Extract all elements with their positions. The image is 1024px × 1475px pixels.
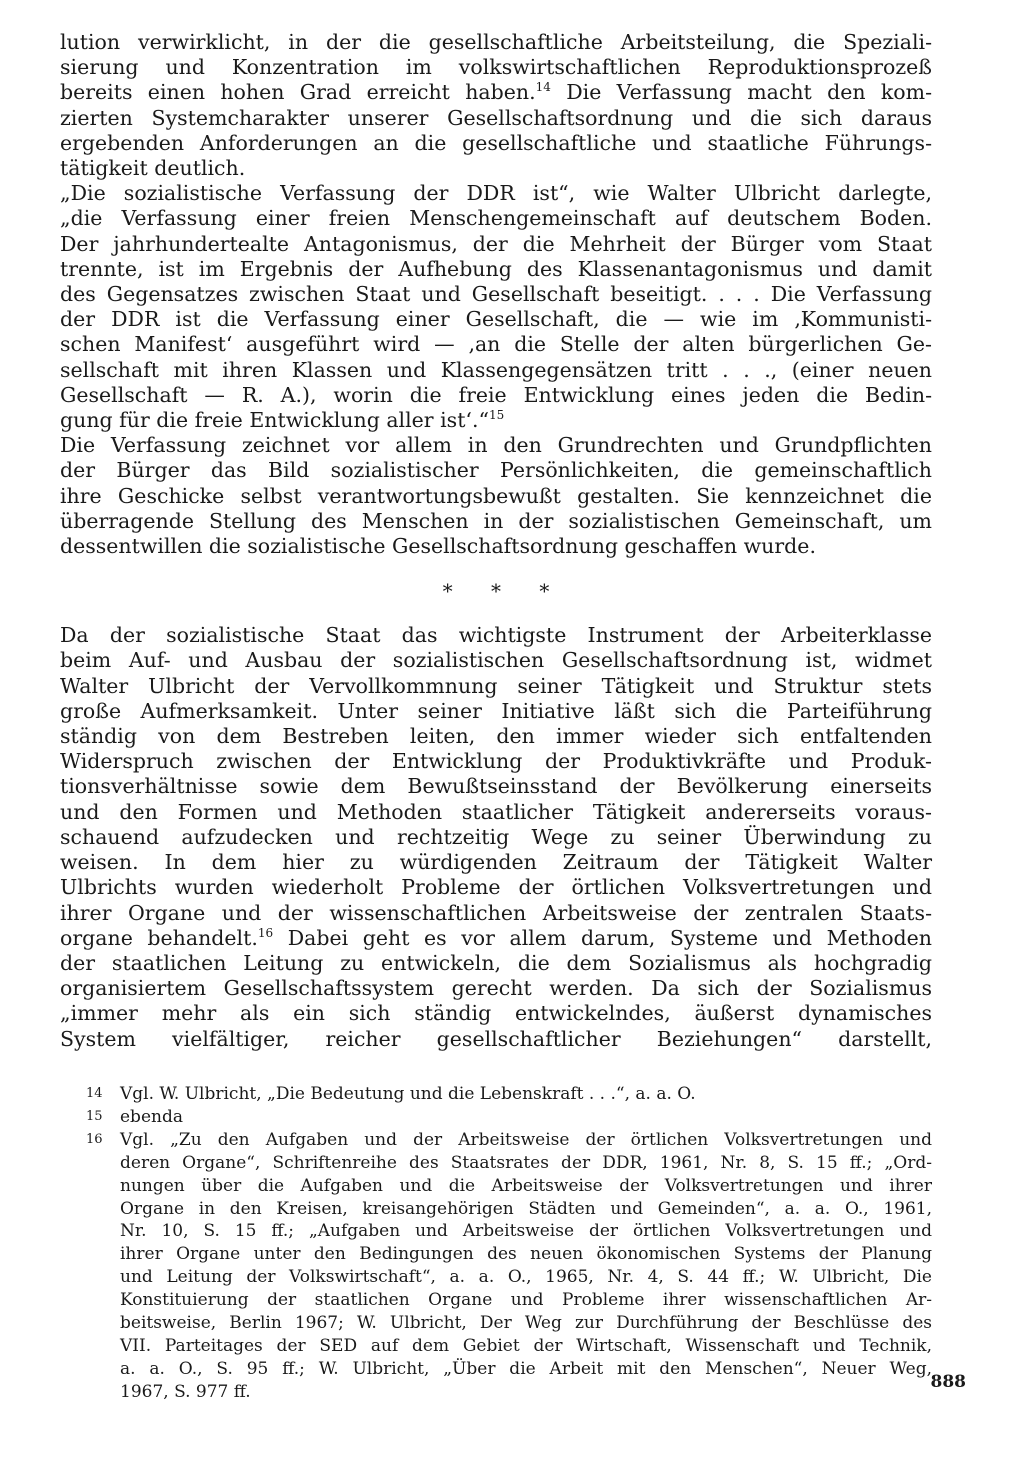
paragraph-3 [60, 433, 932, 559]
footnote-line: ihrer Organe unter den Bedingungen des neuen ökonomischen Systems der Planung [120, 1244, 932, 1265]
text-line: der staatlichen Leitung zu entwickeln, die dem Sozialismus als hochgradig [60, 950, 932, 975]
text-line: schen Manifest‘ ausgeführt wird — ‚an die Stelle der alten bürgerlichen Ge- [60, 332, 932, 357]
footnote-line: beitsweise, Berlin 1967; W. Ulbricht, Der Weg zur Durchführung der Beschlüsse des [120, 1313, 932, 1334]
text-line: „immer mehr als ein sich ständig entwickelndes, äußerst dynamisches [60, 1001, 932, 1026]
footnote-line: Konstituierung der staatlichen Organe und Probleme ihrer wissenschaftlichen Ar- [120, 1290, 932, 1311]
footnote-line: Organe in den Kreisen, kreisangehörigen Städten und Gemeinden“, a. a. O., 1961, [120, 1198, 932, 1219]
text-line: der Bürger das Bild sozialistischer Persönlichkeiten, die gemeinschaftlich [60, 458, 932, 483]
text-line: ergebenden Anforderungen an die gesellschaftliche und staatliche Führungs- [60, 130, 932, 155]
paragraph-4 [60, 623, 932, 1051]
footnote-line: nungen über die Aufgaben und die Arbeitsweise der Volksvertretungen und ihrer [120, 1175, 932, 1196]
text-line: Ulbrichts wurden wiederholt Probleme der örtlichen Volksvertretungen und [60, 875, 932, 900]
footnote-line: Vgl. W. Ulbricht, „Die Bedeutung und die Lebenskraft . . .“, a. a. O. [120, 1084, 696, 1104]
footnote-ref-16[interactable]: 16 [257, 925, 274, 940]
footnote-text [120, 1083, 932, 1106]
text-line: ihrer Organe und der wissenschaftlichen Arbeitsweise der zentralen Staats- [60, 900, 932, 925]
text-line: System vielfältiger, reicher gesellschaftlicher Beziehungen“ darstellt, [60, 1026, 932, 1051]
text-line [60, 408, 932, 433]
footnote-line: Nr. 10, S. 15 ff.; „Aufgaben und Arbeitsweise der örtlichen Volksvertretungen und [120, 1221, 932, 1242]
text-line: überragende Stellung des Menschen in der sozialistischen Gemeinschaft, um [60, 508, 932, 533]
footnote-number: 16 [86, 1131, 103, 1147]
text-line: schauend aufzudecken und rechtzeitig Wege zu seiner Überwindung zu [60, 824, 932, 849]
text-fragment: bereits einen hohen Grad erreicht haben. [60, 80, 536, 105]
footnote-line: 1967, S. 977 ff. [120, 1381, 251, 1402]
text-line: weisen. In dem hier zu würdigenden Zeitraum der Tätigkeit Walter [60, 850, 932, 875]
page-number: 888 [930, 1372, 966, 1392]
text-line: „Die sozialistische Verfassung der DDR ist“, wie Walter Ulbricht darlegte, [60, 181, 932, 206]
text-line: Walter Ulbricht der Vervollkommnung seiner Tätigkeit und Struktur stets [60, 673, 932, 698]
text-line: beim Auf- und Ausbau der sozialistischen Gesellschaftsordnung ist, widmet [60, 648, 932, 673]
footnote-16 [88, 1129, 932, 1404]
text-line: dessentwillen die sozialistische Gesellschaftsordnung geschaffen wurde. [60, 534, 816, 559]
text-line: Gesellschaft — R. A.), worin die freie Entwicklung eines jeden die Bedin- [60, 382, 932, 407]
text-fragment: organe behandelt. [60, 925, 258, 950]
text-line: ständig von dem Bestreben leiten, den immer wieder sich entfaltenden [60, 724, 932, 749]
footnote-line: deren Organe“, Schriftenreihe des Staatsrates der DDR, 1961, Nr. 8, S. 15 ff.; „Ord- [120, 1152, 932, 1173]
text-line: trennte, ist im Ergebnis der Aufhebung des Klassenantagonismus und damit [60, 256, 932, 281]
main-text [60, 30, 932, 1052]
footnote-line: und Leitung der Volkswirtschaft“, a. a. O., 1965, Nr. 4, S. 44 ff.; W. Ulbricht, Die [120, 1267, 932, 1288]
text-line: zierten Systemcharakter unserer Gesellschaftsordnung und die sich daraus [60, 105, 932, 130]
footnote-text [120, 1129, 932, 1404]
paragraph-2 [60, 181, 932, 433]
footnote-line: VII. Parteitages der SED auf dem Gebiet der Wirtschaft, Wissenschaft und Technik, [120, 1335, 932, 1356]
text-fragment: gung für die freie Entwicklung aller ist‘.“ [60, 408, 489, 433]
footnote-number: 15 [86, 1108, 103, 1124]
text-line: Da der sozialistische Staat das wichtigste Instrument der Arbeiterklasse [60, 623, 932, 648]
footnote-ref-15[interactable]: 15 [488, 408, 505, 423]
footnote-number: 14 [86, 1086, 103, 1101]
paragraph-1 [60, 30, 932, 181]
footnotes [88, 1083, 932, 1404]
footnote-line: a. a. O., S. 95 ff.; W. Ulbricht, „Über die Arbeit mit den Menschen“, Neuer Weg, [120, 1358, 932, 1379]
text-line: tionsverhältnisse sowie dem Bewußtseinsstand der Bevölkerung einerseits [60, 774, 932, 799]
text-line: große Aufmerksamkeit. Unter seiner Initiative läßt sich die Parteiführung [60, 698, 932, 723]
footnote-14 [88, 1083, 932, 1106]
text-line [60, 80, 932, 105]
section-separator: * * * [442, 579, 566, 604]
text-fragment: Die Verfassung macht den kom- [550, 80, 933, 105]
text-line [60, 926, 932, 951]
text-fragment: Dabei geht es vor allem darum, Systeme und Methoden [273, 925, 932, 950]
text-line: lution verwirklicht, in der die gesellschaftliche Arbeitsteilung, die Speziali- [60, 30, 932, 54]
footnote-15 [88, 1106, 932, 1129]
footnote-line: ebenda [120, 1106, 183, 1127]
text-line: des Gegensatzes zwischen Staat und Gesellschaft beseitigt. . . . Die Verfassung [60, 282, 932, 307]
text-line: sierung und Konzentration im volkswirtschaftlichen Reproduktionsprozeß [60, 55, 932, 80]
footnote-text [120, 1106, 932, 1129]
text-line: Widerspruch zwischen der Entwicklung der Produktivkräfte und Produk- [60, 749, 932, 774]
text-line: sellschaft mit ihren Klassen und Klassengegensätzen tritt . . ., (einer neuen [60, 357, 932, 382]
text-line: tätigkeit deutlich. [60, 156, 246, 181]
text-line: Die Verfassung zeichnet vor allem in den Grundrechten und Grundpflichten [60, 433, 932, 458]
footnote-line: Vgl. „Zu den Aufgaben und der Arbeitsweise der örtlichen Volksvertretungen und [120, 1129, 932, 1150]
text-line: und den Formen und Methoden staatlicher Tätigkeit andererseits voraus- [60, 799, 932, 824]
text-line: organisiertem Gesellschaftssystem gerecht werden. Da sich der Sozialismus [60, 976, 932, 1001]
text-line: „die Verfassung einer freien Menschengemeinschaft auf deutschem Boden. [60, 206, 932, 231]
text-line: ihre Geschicke selbst verantwortungsbewußt gestalten. Sie kennzeichnet die [60, 483, 932, 508]
text-line: Der jahrhundertealte Antagonismus, der die Mehrheit der Bürger vom Staat [60, 231, 932, 256]
footnote-ref-14[interactable]: 14 [535, 80, 551, 95]
text-line: der DDR ist die Verfassung einer Gesellschaft, die — wie im ‚Kommunisti- [60, 307, 932, 332]
